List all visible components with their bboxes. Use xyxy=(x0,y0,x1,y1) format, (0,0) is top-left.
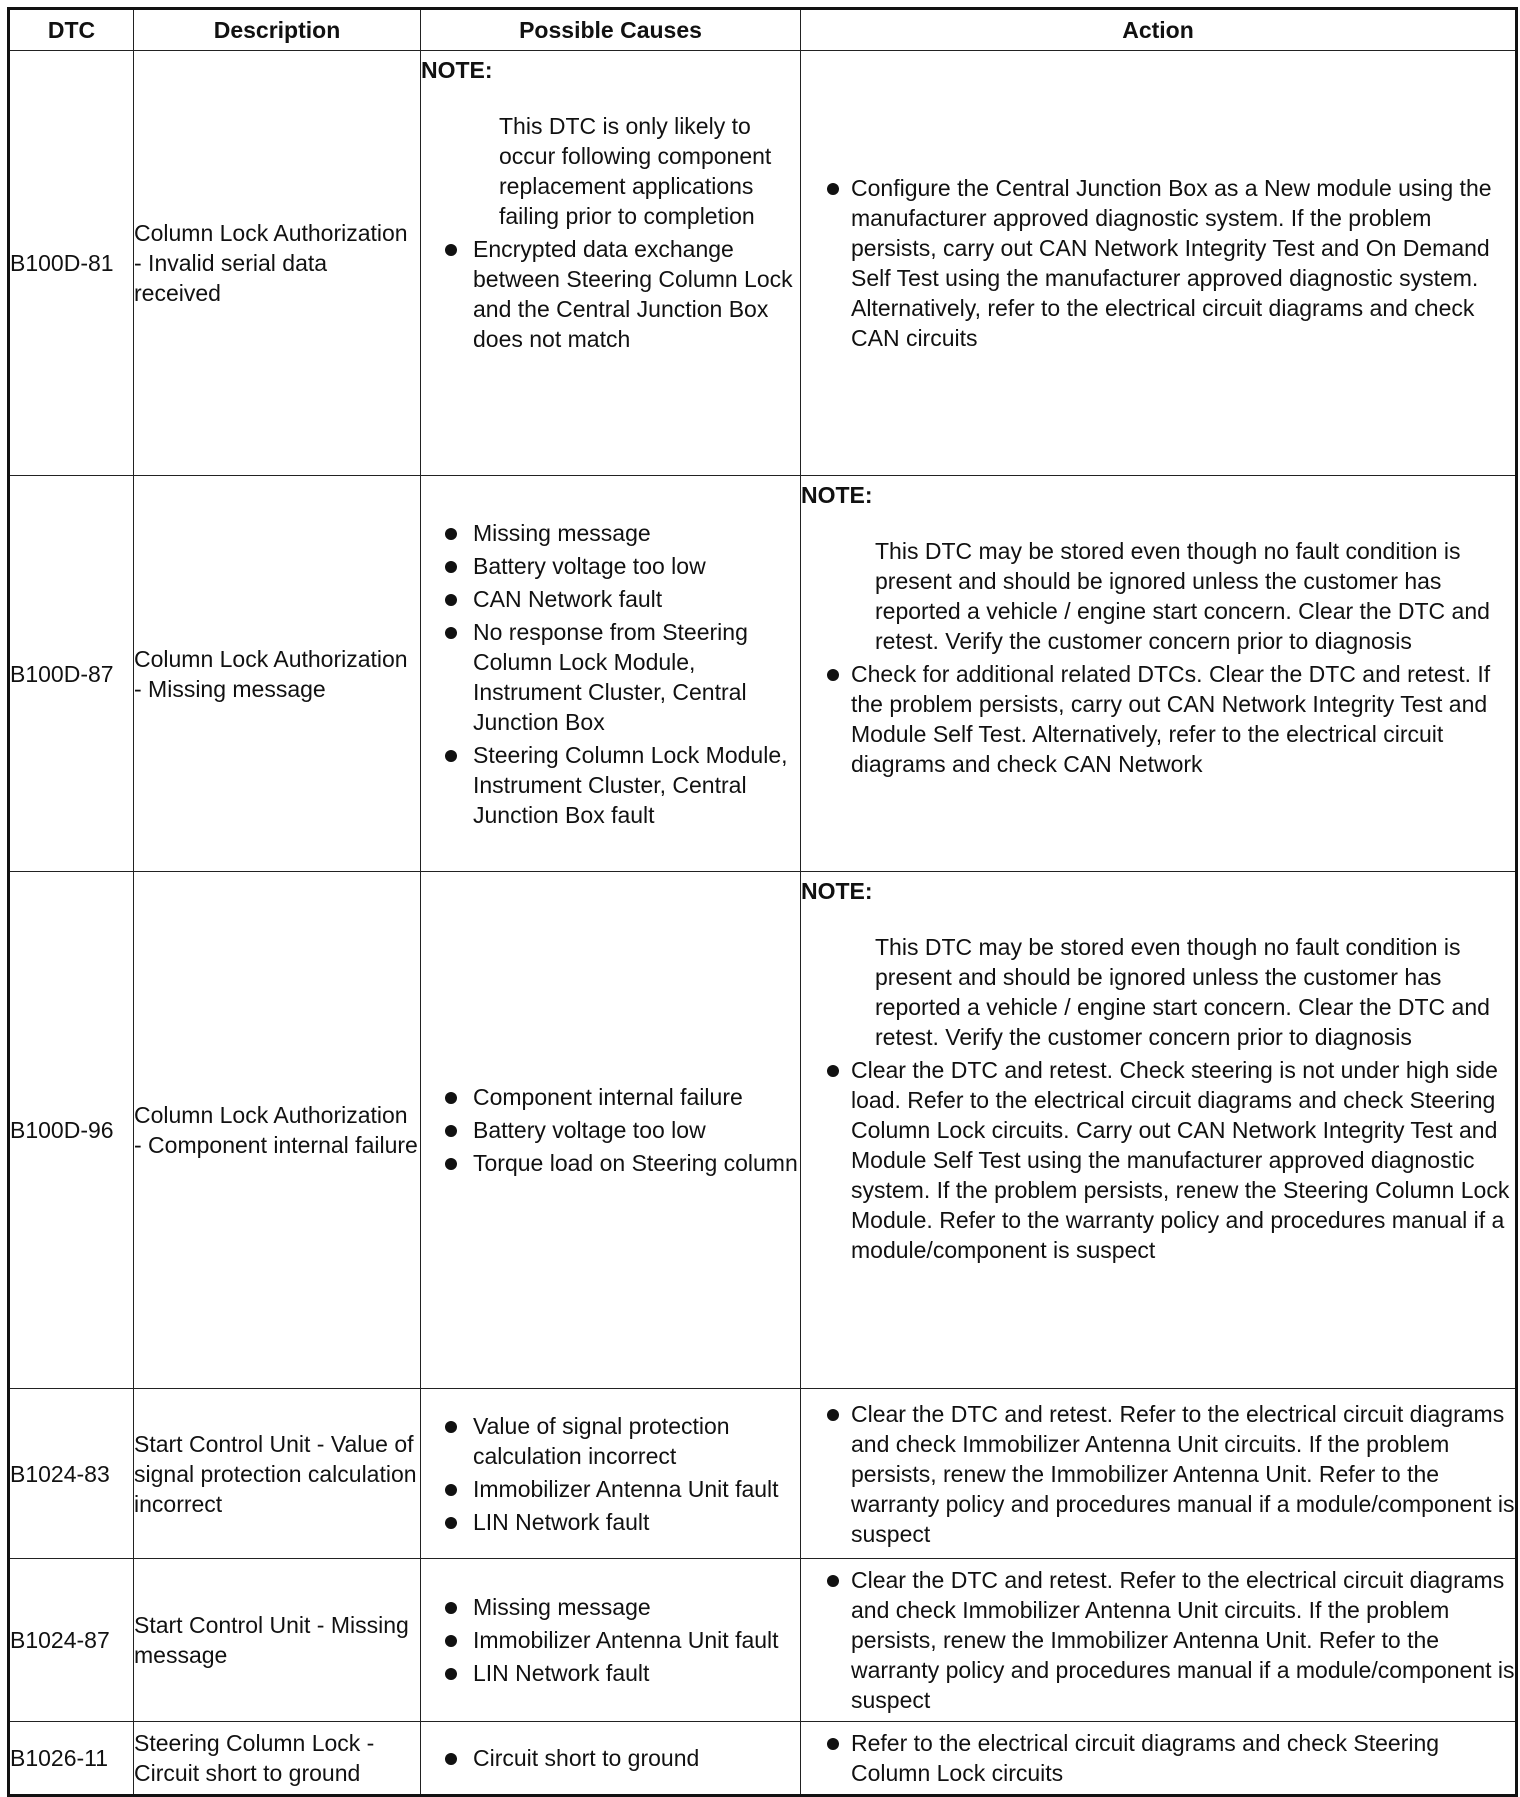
causes-list xyxy=(421,1411,800,1537)
note-text: This DTC may be stored even though no fault condition is present and should be ignored unless the customer has reported a vehicle / engine start concern. Clear the DTC and retest. Verify the customer concern prior to diagnosis xyxy=(875,538,1490,654)
dtc-description: Column Lock Authorization - Missing message xyxy=(134,476,421,872)
possible-causes xyxy=(421,1389,801,1559)
cause-text: Steering Column Lock Module, Instrument Cluster, Central Junction Box fault xyxy=(473,741,788,828)
cause-text: Component internal failure xyxy=(473,1084,743,1110)
bullet-icon xyxy=(445,1125,457,1137)
dtc-description: Steering Column Lock - Circuit short to ground xyxy=(134,1722,421,1796)
bullet-icon xyxy=(445,1421,457,1433)
cause-text: Battery voltage too low xyxy=(473,1117,706,1143)
cause-text: LIN Network fault xyxy=(473,1660,650,1686)
bullet-icon xyxy=(445,1753,457,1765)
action-text: Check for additional related DTCs. Clear the DTC and retest. If the problem persists, carry out CAN Network Integrity Test and Module Self Test. Alternatively, refer to the electrical circuit diagrams and check CAN Network xyxy=(851,661,1491,777)
list-item xyxy=(421,617,800,737)
possible-causes xyxy=(421,1722,801,1796)
actions-list xyxy=(801,1399,1515,1549)
list-item xyxy=(421,1507,800,1537)
action-text: Clear the DTC and retest. Refer to the electrical circuit diagrams and check Immobilizer Antenna Unit circuits. If the problem persists, renew the Immobilizer Antenna Unit. Refer to the warranty policy and procedures manual if a module/component is suspect xyxy=(851,1400,1515,1547)
list-item xyxy=(801,1055,1515,1265)
bullet-icon xyxy=(445,627,457,639)
bullet-icon xyxy=(445,1602,457,1614)
actions-list xyxy=(801,1055,1515,1265)
list-item xyxy=(801,1399,1515,1549)
action-text: Refer to the electrical circuit diagrams and check Steering Column Lock circuits xyxy=(851,1730,1440,1786)
cause-text: Circuit short to ground xyxy=(473,1745,700,1771)
list-item xyxy=(421,1658,800,1688)
table-row xyxy=(9,476,1517,872)
table-row xyxy=(9,51,1517,476)
list-item xyxy=(421,740,800,830)
bullet-icon xyxy=(445,750,457,762)
header-causes: Possible Causes xyxy=(421,9,801,51)
cause-text: Immobilizer Antenna Unit fault xyxy=(473,1627,779,1653)
action xyxy=(801,1389,1517,1559)
header-description: Description xyxy=(134,9,421,51)
list-item xyxy=(421,1474,800,1504)
actions-list xyxy=(801,1565,1515,1715)
cause-text: No response from Steering Column Lock Module, Instrument Cluster, Central Junction Box xyxy=(473,618,748,735)
list-item xyxy=(801,1565,1515,1715)
action xyxy=(801,1559,1517,1722)
note-label: NOTE: xyxy=(801,482,873,508)
table-row xyxy=(9,872,1517,1389)
dtc-description: Column Lock Authorization - Component internal failure xyxy=(134,872,421,1389)
bullet-icon xyxy=(827,183,839,195)
header-row xyxy=(9,9,1517,51)
note-text: This DTC is only likely to occur following component replacement applications failing prior to completion xyxy=(499,113,772,229)
bullet-icon xyxy=(445,1484,457,1496)
list-item xyxy=(801,173,1515,353)
possible-causes xyxy=(421,51,801,476)
cause-text: Immobilizer Antenna Unit fault xyxy=(473,1475,779,1502)
dtc-code: B1024-87 xyxy=(9,1559,134,1722)
action xyxy=(801,51,1517,476)
note-text: This DTC may be stored even though no fault condition is present and should be ignored unless the customer has reported a vehicle / engine start concern. Clear the DTC and retest. Verify the customer concern prior to diagnosis xyxy=(875,934,1490,1050)
bullet-icon xyxy=(827,669,839,681)
causes-list xyxy=(421,518,800,830)
dtc-description: Start Control Unit - Missing message xyxy=(134,1559,421,1722)
cause-text: Encrypted data exchange between Steering Column Lock and the Central Junction Box does not match xyxy=(473,236,793,352)
table-row xyxy=(9,1559,1517,1722)
list-item xyxy=(421,584,800,614)
bullet-icon xyxy=(445,561,457,573)
action-text: Clear the DTC and retest. Check steering is not under high side load. Refer to the electrical circuit diagrams and check Steering Column Lock circuits. Carry out CAN Network Integrity Test and Module Self Test using the manufacturer approved diagnostic system. If the problem persists, renew the Steering Column Lock Module. Refer to the warranty policy and procedures manual if a module/component is suspect xyxy=(851,1057,1510,1263)
bullet-icon xyxy=(445,1635,457,1647)
list-item xyxy=(421,1625,800,1655)
bullet-icon xyxy=(445,1158,457,1170)
possible-causes xyxy=(421,476,801,872)
list-item xyxy=(421,518,800,548)
bullet-icon xyxy=(445,528,457,540)
dtc-code: B100D-81 xyxy=(9,51,134,476)
table-row xyxy=(9,1722,1517,1796)
header-dtc: DTC xyxy=(9,9,134,51)
bullet-icon xyxy=(827,1738,839,1750)
list-item xyxy=(421,234,800,354)
causes-list xyxy=(421,234,800,354)
list-item xyxy=(421,1082,800,1112)
dtc-description: Column Lock Authorization - Invalid serial data received xyxy=(134,51,421,476)
list-item xyxy=(801,659,1515,779)
cause-text: Missing message xyxy=(473,519,651,546)
cause-text: Battery voltage too low xyxy=(473,552,706,579)
dtc-code: B1024-83 xyxy=(9,1389,134,1559)
bullet-icon xyxy=(445,594,457,606)
bullet-icon xyxy=(827,1409,839,1421)
bullet-icon xyxy=(827,1065,839,1077)
causes-list xyxy=(421,1082,800,1178)
action xyxy=(801,872,1517,1389)
cause-text: LIN Network fault xyxy=(473,1508,650,1535)
list-item xyxy=(421,551,800,581)
action xyxy=(801,476,1517,872)
list-item xyxy=(421,1592,800,1622)
causes-list xyxy=(421,1592,800,1688)
dtc-code: B100D-87 xyxy=(9,476,134,872)
action-text: Clear the DTC and retest. Refer to the electrical circuit diagrams and check Immobilizer Antenna Unit circuits. If the problem persists, renew the Immobilizer Antenna Unit. Refer to the warranty policy and procedures manual if a module/component is suspect xyxy=(851,1567,1515,1713)
list-item xyxy=(421,1411,800,1471)
dtc-code: B1026-11 xyxy=(9,1722,134,1796)
actions-list xyxy=(801,1728,1515,1788)
bullet-icon xyxy=(445,1517,457,1529)
dtc-description: Start Control Unit - Value of signal protection calculation incorrect xyxy=(134,1389,421,1559)
dtc-table xyxy=(7,7,1518,1797)
bullet-icon xyxy=(827,1575,839,1587)
causes-list xyxy=(421,1743,800,1773)
list-item xyxy=(421,1115,800,1145)
cause-text: Value of signal protection calculation incorrect xyxy=(473,1412,730,1469)
note-label: NOTE: xyxy=(421,57,493,83)
possible-causes xyxy=(421,872,801,1389)
action xyxy=(801,1722,1517,1796)
bullet-icon xyxy=(445,244,457,256)
note-label: NOTE: xyxy=(801,878,873,904)
list-item xyxy=(421,1743,800,1773)
actions-list xyxy=(801,659,1515,779)
bullet-icon xyxy=(445,1668,457,1680)
list-item xyxy=(421,1148,800,1178)
header-action: Action xyxy=(801,9,1517,51)
table-row xyxy=(9,1389,1517,1559)
possible-causes xyxy=(421,1559,801,1722)
list-item xyxy=(801,1728,1515,1788)
cause-text: CAN Network fault xyxy=(473,585,663,612)
dtc-code: B100D-96 xyxy=(9,872,134,1389)
bullet-icon xyxy=(445,1092,457,1104)
cause-text: Missing message xyxy=(473,1594,651,1620)
cause-text: Torque load on Steering column xyxy=(473,1150,798,1176)
action-text: Configure the Central Junction Box as a New module using the manufacturer approved diagnostic system. If the problem persists, carry out CAN Network Integrity Test and On Demand Self Test using the manufacturer approved diagnostic system. Alternatively, refer to the electrical circuit diagrams and check CAN circuits xyxy=(851,175,1492,351)
actions-list xyxy=(801,173,1515,353)
